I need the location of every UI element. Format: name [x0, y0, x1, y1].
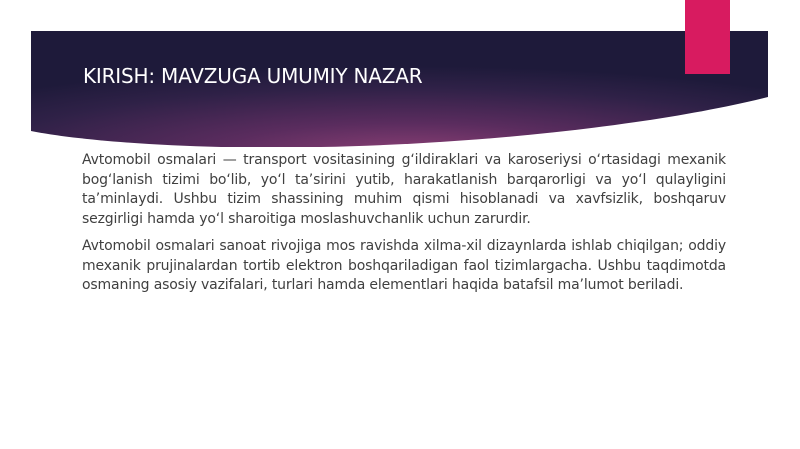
- accent-tab: [685, 0, 730, 74]
- title-banner-graphic: [31, 31, 768, 147]
- slide-title: KIRISH: MAVZUGA UMUMIY NAZAR: [83, 64, 423, 88]
- body-paragraph-2: Avtomobil osmalari sanoat rivojiga mos ravishda xilma-xil dizaynlarda ishlab chiqilgan; oddiy mexanik prujinalardan tortib elektron boshqariladigan faol tizimlargacha. Ushbu taqdimotda osmaning asosiy vazifalari, turlari hamda elementlari haqida batafsil ma’lumot beriladi.: [82, 238, 726, 293]
- body-paragraph-1: Avtomobil osmalari — transport vositasining g‘ildiraklari va karoseriysi o‘rtasidagi mexanik bog‘lanish tizimi bo‘lib, yo‘l ta’sirini yutib, harakatlanish barqarorligi va yo‘l qulayligini ta’minlaydi. Ushbu tizim shassining muhim qismi hisoblanadi va xavfsizlik, boshqaruv sezgirligi hamda yo‘l sharoitiga moslashuvchanlik uchun zarurdir.: [82, 152, 726, 227]
- slide-body: [82, 151, 726, 304]
- title-banner: [31, 31, 768, 147]
